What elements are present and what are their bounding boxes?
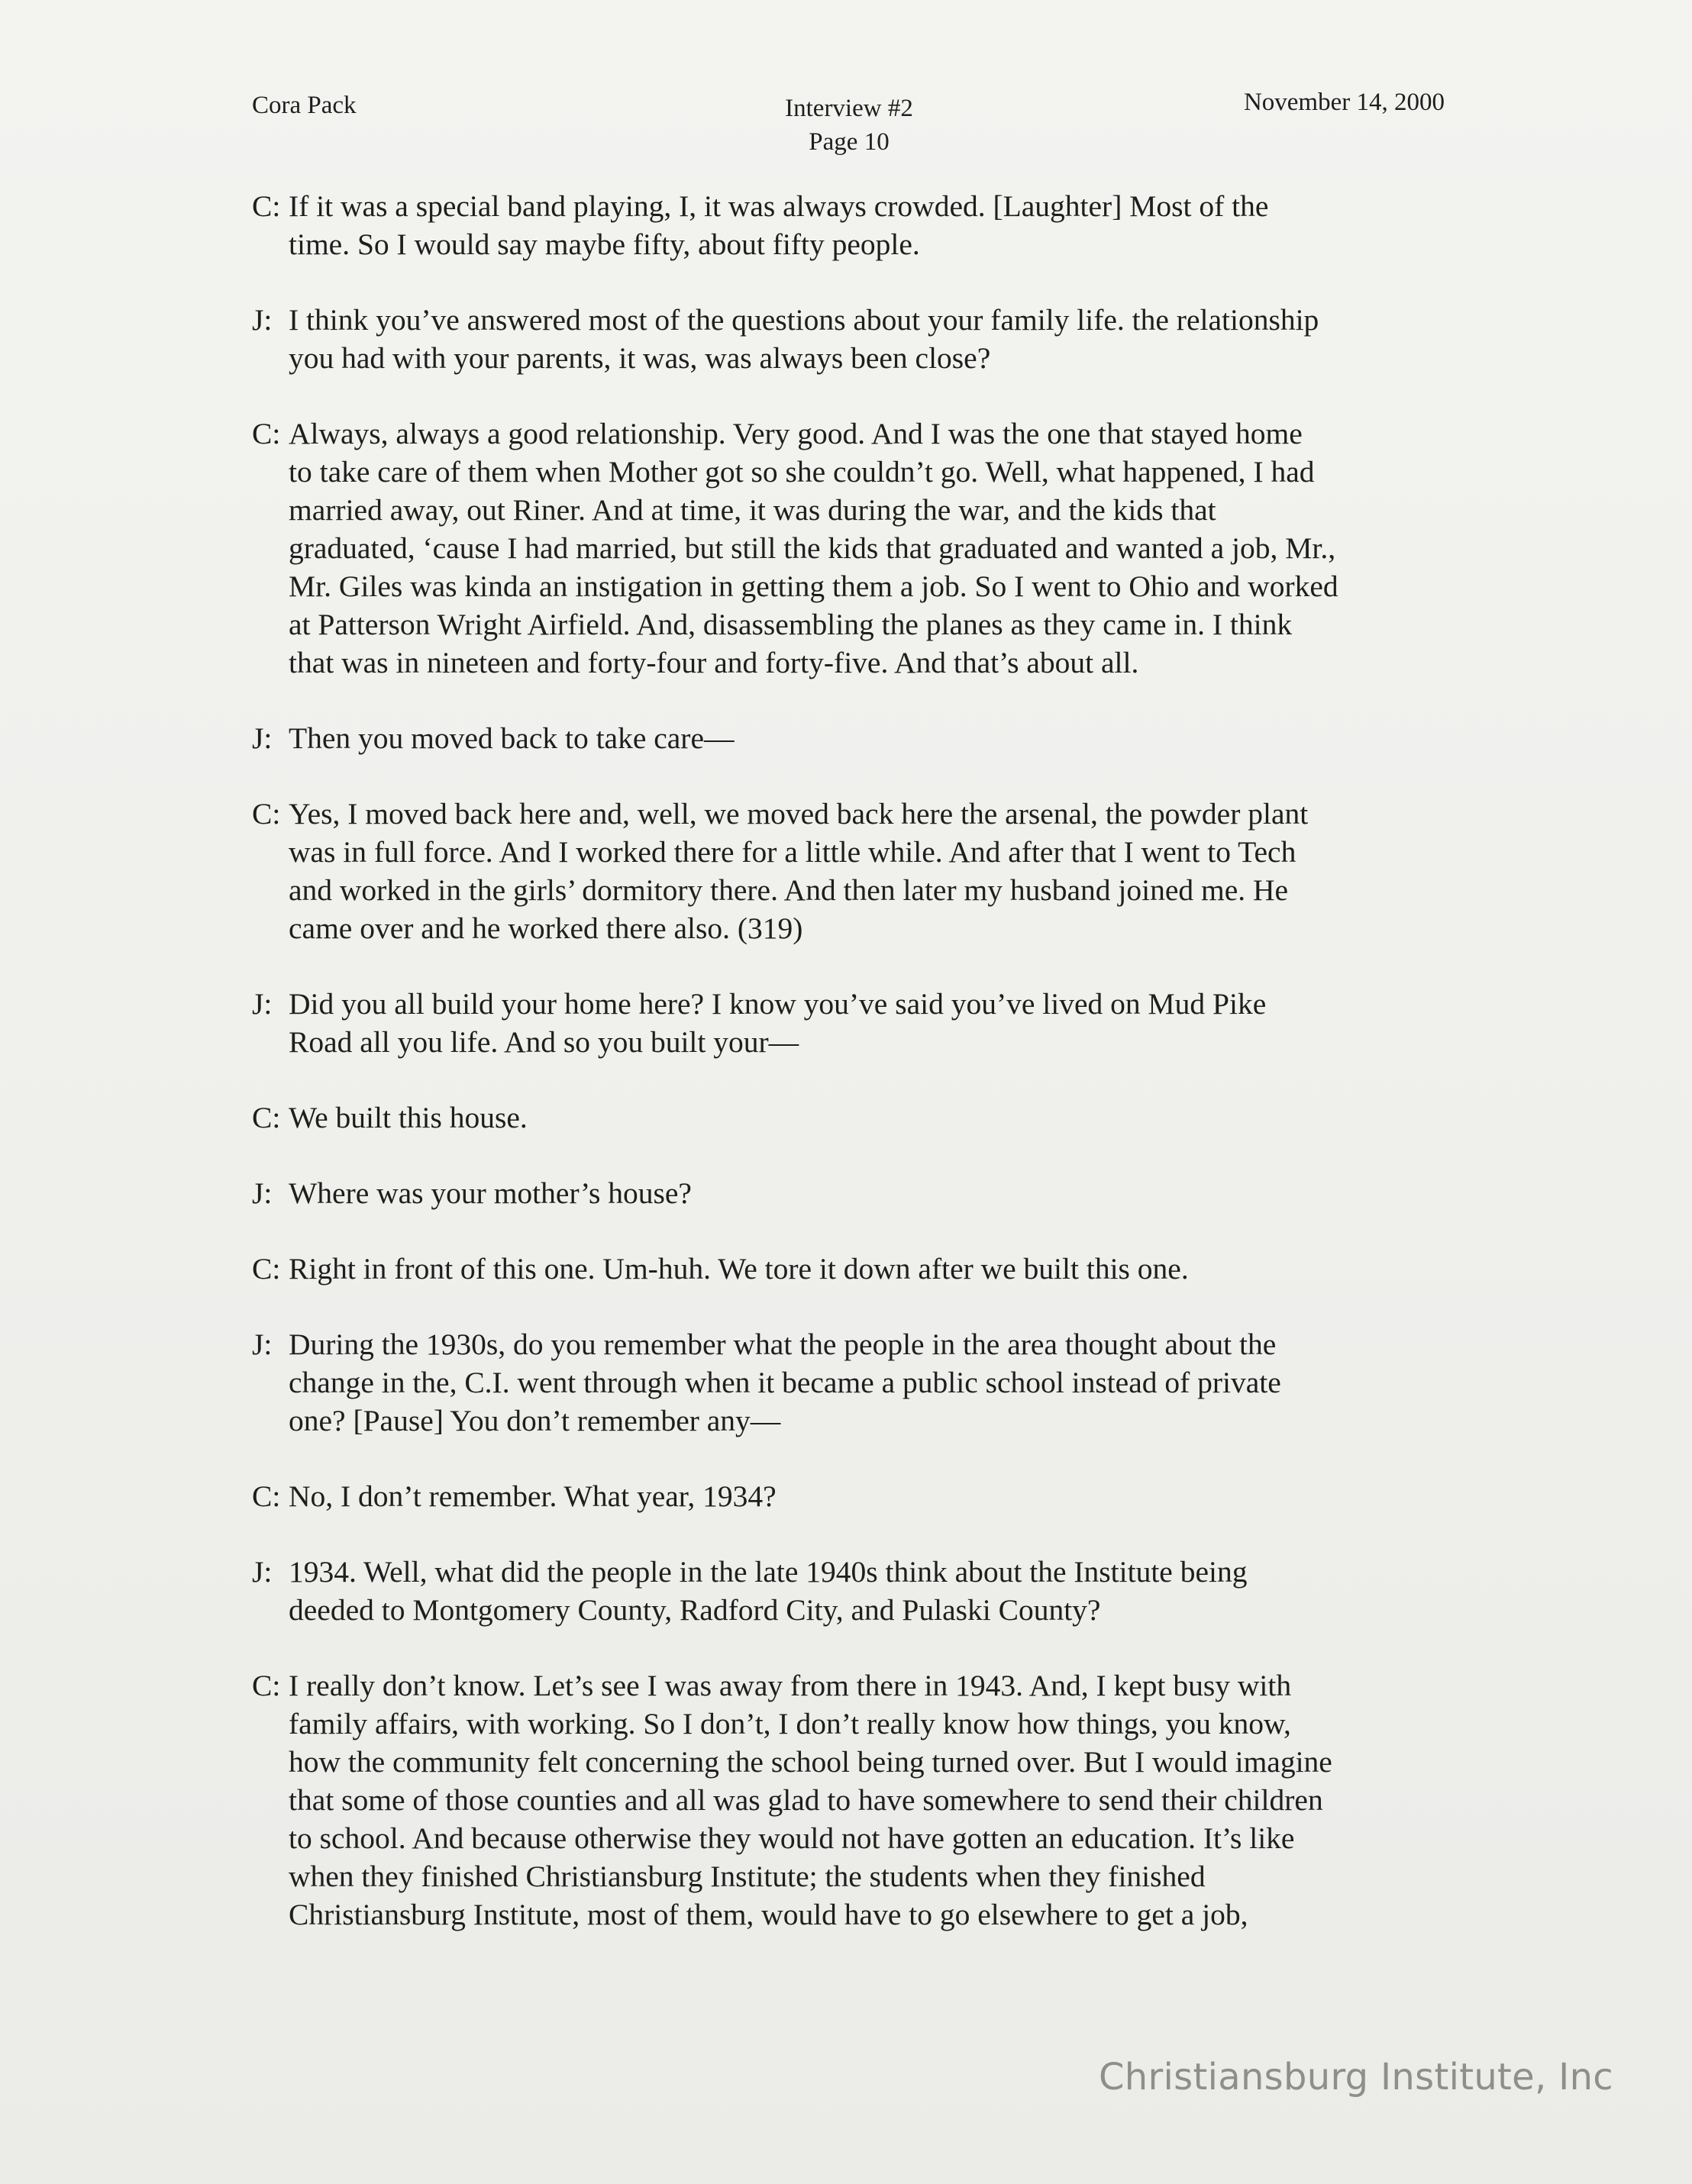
transcript-line: you had with your parents, it was, was always been close? xyxy=(289,341,991,375)
transcript-line: was in full force. And I worked there for a little while. And after that I went to Tech xyxy=(289,835,1296,869)
transcript-line: married away, out Riner. And at time, it was during the war, and the kids that xyxy=(289,493,1216,527)
transcript-line: to school. And because otherwise they would not have gotten an education. It’s like xyxy=(289,1821,1295,1855)
speaker-label: C: xyxy=(252,189,281,223)
transcript-line: family affairs, with working. So I don’t, I don’t really know how things, you know, xyxy=(289,1707,1291,1740)
transcript-line: Christiansburg Institute, most of them, would have to go elsewhere to get a job, xyxy=(289,1898,1248,1931)
speaker-label: J: xyxy=(252,1555,273,1589)
transcript-line: Right in front of this one. Um-huh. We tore it down after we built this one. xyxy=(289,1252,1189,1286)
transcript-line: that some of those counties and all was glad to have somewhere to send their children xyxy=(289,1783,1323,1817)
transcript-line: time. So I would say maybe fifty, about fifty people. xyxy=(289,227,920,261)
transcript-line: No, I don’t remember. What year, 1934? xyxy=(289,1479,777,1513)
transcript-line: I think you’ve answered most of the questions about your family life. the relationship xyxy=(289,303,1319,337)
speaker-label: C: xyxy=(252,1101,281,1134)
header-date: November 14, 2000 xyxy=(1243,89,1445,116)
transcript-line: I really don’t know. Let’s see I was away from there in 1943. And, I kept busy with xyxy=(289,1669,1292,1702)
transcript-line: change in the, C.I. went through when it became a public school instead of private xyxy=(289,1366,1281,1399)
speaker-label: J: xyxy=(252,303,273,337)
transcript-entry xyxy=(252,301,1458,377)
header-interview-number: Interview #2 xyxy=(785,95,913,122)
transcript-line: to take care of them when Mother got so she couldn’t go. Well, what happened, I had xyxy=(289,455,1315,489)
transcript-line: deeded to Montgomery County, Radford City, and Pulaski County? xyxy=(289,1593,1101,1627)
transcript-entry xyxy=(252,1553,1458,1629)
watermark: Christiansburg Institute, Inc xyxy=(1098,2056,1613,2099)
transcript-entry xyxy=(252,1666,1458,1934)
header-page-number: Page 10 xyxy=(809,128,890,156)
transcript-line: Always, always a good relationship. Very good. And I was the one that stayed home xyxy=(289,417,1303,450)
transcript-line: came over and he worked there also. (319) xyxy=(289,911,803,945)
transcript-entry xyxy=(252,1477,1458,1515)
speaker-label: J: xyxy=(252,1176,273,1210)
speaker-label: C: xyxy=(252,1252,281,1286)
transcript-line: and worked in the girls’ dormitory there. And then later my husband joined me. He xyxy=(289,873,1289,907)
transcript-line: that was in nineteen and forty-four and forty-five. And that’s about all. xyxy=(289,646,1139,679)
transcript-line: Then you moved back to take care— xyxy=(289,721,735,755)
transcript-entry xyxy=(252,1098,1458,1137)
transcript-entry xyxy=(252,985,1458,1061)
transcript-entry xyxy=(252,1250,1458,1288)
transcript-line: Did you all build your home here? I know you’ve said you’ve lived on Mud Pike xyxy=(289,987,1267,1021)
transcript-line: when they finished Christiansburg Institute; the students when they finished xyxy=(289,1860,1206,1893)
transcript-line: We built this house. xyxy=(289,1101,528,1134)
transcript-body xyxy=(252,187,1458,1971)
speaker-label: C: xyxy=(252,1669,281,1702)
speaker-label: C: xyxy=(252,797,281,831)
transcript-line: 1934. Well, what did the people in the late 1940s think about the Institute being xyxy=(289,1555,1248,1589)
header-interviewee-name: Cora Pack xyxy=(252,92,357,119)
transcript-line: Yes, I moved back here and, well, we moved back here the arsenal, the powder plant xyxy=(289,797,1309,831)
transcript-entry xyxy=(252,1325,1458,1440)
speaker-label: J: xyxy=(252,987,273,1021)
transcript-line: one? [Pause] You don’t remember any— xyxy=(289,1404,781,1437)
transcript-entry xyxy=(252,415,1458,682)
transcript-line: at Patterson Wright Airfield. And, disassembling the planes as they came in. I think xyxy=(289,608,1293,641)
transcript-line: Where was your mother’s house? xyxy=(289,1176,692,1210)
speaker-label: C: xyxy=(252,417,281,450)
header-interview-info xyxy=(687,92,1011,159)
transcript-line: graduated, ‘cause I had married, but still the kids that graduated and wanted a job, Mr., xyxy=(289,531,1336,565)
transcript-entry xyxy=(252,187,1458,263)
speaker-label: C: xyxy=(252,1479,281,1513)
transcript-line: Mr. Giles was kinda an instigation in getting them a job. So I went to Ohio and worked xyxy=(289,569,1338,603)
transcript-entry xyxy=(252,1174,1458,1212)
speaker-label: J: xyxy=(252,721,273,755)
transcript-entry xyxy=(252,719,1458,757)
transcript-line: how the community felt concerning the school being turned over. But I would imagine xyxy=(289,1745,1332,1779)
transcript-line: If it was a special band playing, I, it was always crowded. [Laughter] Most of the xyxy=(289,189,1269,223)
transcript-line: Road all you life. And so you built your— xyxy=(289,1025,799,1059)
speaker-label: J: xyxy=(252,1327,273,1361)
transcript-entry xyxy=(252,795,1458,947)
transcript-line: During the 1930s, do you remember what the people in the area thought about the xyxy=(289,1327,1277,1361)
